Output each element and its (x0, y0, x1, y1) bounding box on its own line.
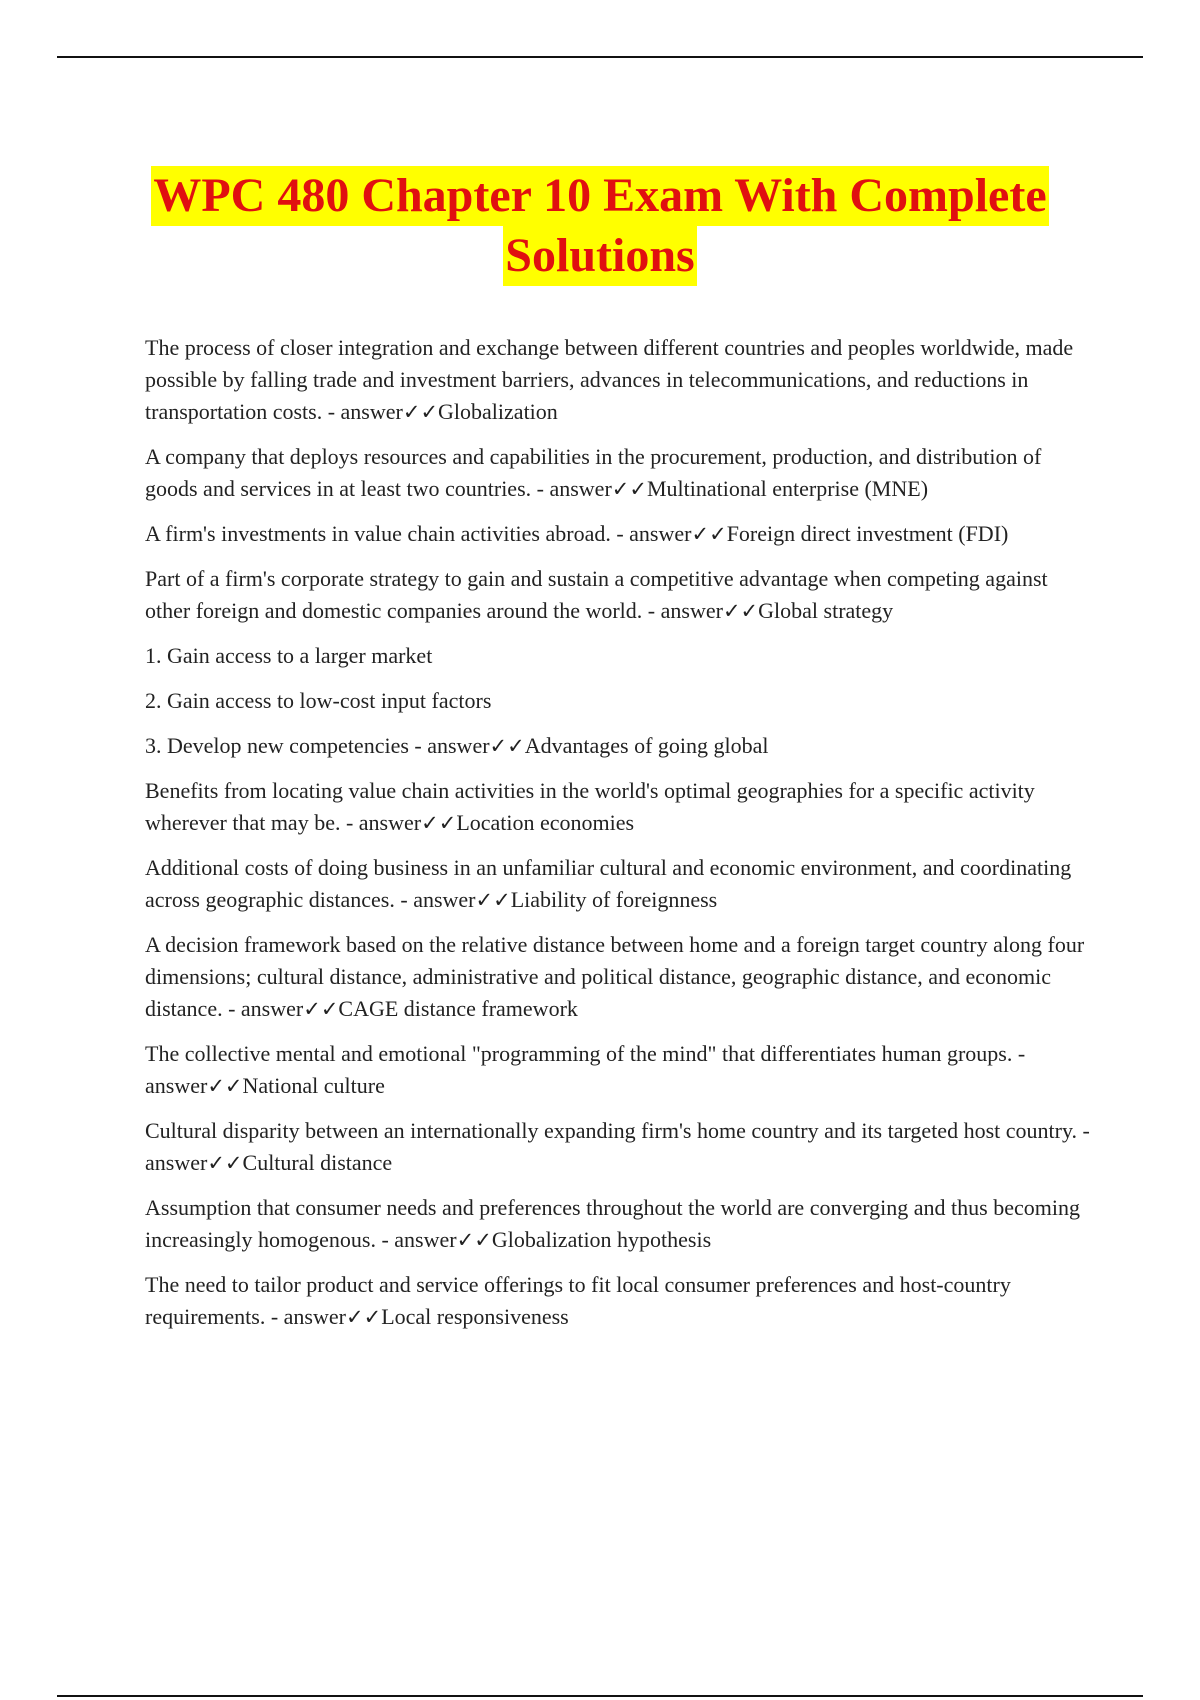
qa-entry (145, 563, 1095, 627)
answer-text: Cultural distance (242, 1150, 393, 1175)
answer-marker: answer (358, 810, 422, 835)
checkmark-icon: ✓✓ (611, 477, 647, 501)
answer-text: Globalization hypothesis (491, 1227, 712, 1252)
question-text: Benefits from locating value chain activities in the world's optimal geographies for a specific activity wherever that may be. - (145, 778, 1035, 835)
question-text: A firm's investments in value chain activities abroad. - (145, 521, 630, 546)
question-text: 1. Gain access to a larger market (145, 643, 433, 668)
question-text: 2. Gain access to low-cost input factors (145, 688, 492, 713)
qa-entry (145, 1269, 1095, 1333)
checkmark-icon: ✓✓ (489, 734, 525, 758)
bottom-rule (57, 1695, 1143, 1697)
qa-entry (145, 852, 1095, 916)
checkmark-icon: ✓✓ (691, 522, 727, 546)
answer-marker: answer (145, 1150, 208, 1175)
question-text: Cultural disparity between an internationally expanding firm's home country and its targeted host country. - (145, 1118, 1090, 1143)
qa-list (145, 332, 1095, 1346)
qa-entry (145, 685, 1095, 717)
qa-entry (145, 332, 1095, 428)
answer-text: Foreign direct investment (FDI) (726, 521, 1009, 546)
answer-marker: answer (240, 996, 304, 1021)
answer-text: National culture (242, 1073, 385, 1098)
question-text: Assumption that consumer needs and preferences throughout the world are converging and thus becoming increasingly homogenous. - (145, 1195, 1080, 1252)
qa-entry (145, 775, 1095, 839)
question-text: Part of a firm's corporate strategy to gain and sustain a competitive advantage when competing against other foreign and domestic companies around the world. - (145, 566, 1048, 623)
answer-marker: answer (394, 1227, 457, 1252)
answer-marker: answer (549, 476, 612, 501)
question-text: A company that deploys resources and capabilities in the procurement, production, and distribution of goods and services in at least two countries. - (145, 444, 1042, 501)
checkmark-icon: ✓✓ (421, 811, 457, 835)
answer-text: Liability of foreignness (510, 887, 718, 912)
question-text: The process of closer integration and exchange between different countries and peoples worldwide, made possible by falling trade and investment barriers, advances in telecommunications, and reductions in transportation costs. - (145, 335, 1074, 424)
answer-text: Advantages of going global (524, 733, 769, 758)
answer-marker: answer (145, 1073, 208, 1098)
checkmark-icon: ✓✓ (207, 1074, 243, 1098)
title-line-1: WPC 480 Chapter 10 Exam With Complete (151, 166, 1048, 226)
qa-entry (145, 640, 1095, 672)
checkmark-icon: ✓✓ (475, 888, 511, 912)
question-text: The need to tailor product and service offerings to fit local consumer preferences and host-country requirements. - (145, 1272, 1011, 1329)
qa-entry (145, 1192, 1095, 1256)
answer-text: Location economies (456, 810, 635, 835)
answer-text: CAGE distance framework (338, 996, 578, 1021)
answer-marker: answer (340, 399, 403, 424)
answer-text: Globalization (438, 399, 558, 424)
question-text: A decision framework based on the relative distance between home and a foreign target country along four dimensions; cultural distance, administrative and political distance, geographic distance, and economic distance. - (145, 932, 1085, 1021)
checkmark-icon: ✓✓ (345, 1305, 382, 1329)
question-text: The collective mental and emotional "programming of the mind" that differentiates human groups. - (145, 1041, 1026, 1066)
answer-marker: answer (413, 887, 476, 912)
answer-marker: answer (283, 1304, 346, 1329)
answer-marker: answer (660, 598, 723, 623)
checkmark-icon: ✓✓ (456, 1228, 492, 1252)
question-text: 3. Develop new competencies - (145, 733, 428, 758)
answer-marker: answer (427, 733, 490, 758)
answer-text: Local responsiveness (381, 1304, 569, 1329)
answer-text: Multinational enterprise (MNE) (646, 476, 929, 501)
checkmark-icon: ✓✓ (722, 599, 759, 623)
answer-text: Global strategy (758, 598, 894, 623)
checkmark-icon: ✓✓ (207, 1151, 243, 1175)
qa-entry (145, 1038, 1095, 1102)
checkmark-icon: ✓✓ (402, 400, 439, 424)
qa-entry (145, 929, 1095, 1025)
qa-entry (145, 518, 1095, 550)
question-text: Additional costs of doing business in an unfamiliar cultural and economic environment, and coordinating across geographic distances. - (145, 855, 1072, 912)
qa-entry (145, 730, 1095, 762)
document-title (0, 166, 1200, 286)
qa-entry (145, 441, 1095, 505)
checkmark-icon: ✓✓ (303, 997, 339, 1021)
top-rule (57, 56, 1143, 58)
qa-entry (145, 1115, 1095, 1179)
title-line-2: Solutions (503, 226, 696, 286)
answer-marker: answer (629, 521, 692, 546)
